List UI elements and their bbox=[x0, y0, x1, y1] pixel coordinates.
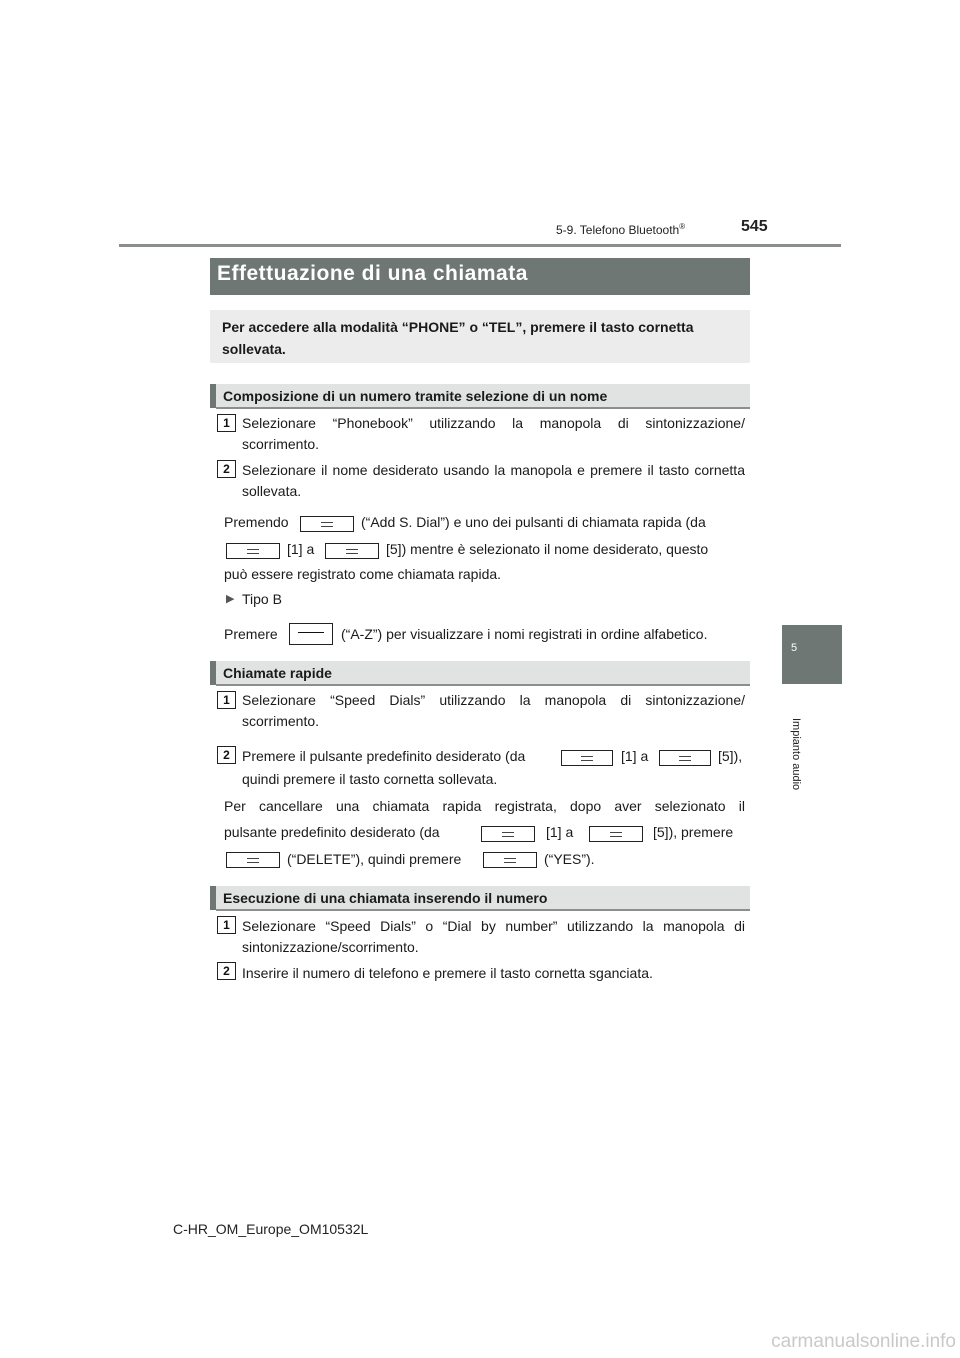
chapter-tab-number: 5 bbox=[790, 642, 798, 654]
yes-button-icon bbox=[483, 852, 537, 868]
chapter-label: Impianto audio bbox=[790, 718, 802, 791]
para-text: può essere registrato come chiamata rapida. bbox=[224, 566, 502, 582]
running-header-section: 5-9. Telefono Bluetooth® bbox=[556, 222, 686, 237]
step-number: 1 bbox=[217, 414, 236, 432]
add-speed-dial-button-icon bbox=[300, 516, 354, 532]
step-number: 2 bbox=[217, 962, 236, 980]
section-rule bbox=[216, 407, 750, 409]
speed-dial-1-button-icon bbox=[226, 543, 280, 559]
intro-text: Per accedere alla modalità “PHONE” o “TEL”, premere il tasto cornetta sollevata. bbox=[222, 319, 694, 357]
step-number: 1 bbox=[217, 691, 236, 709]
speed-dial-5-button-icon bbox=[589, 826, 643, 842]
document-code: C-HR_OM_Europe_OM10532L bbox=[173, 1221, 369, 1237]
speed-dial-5-button-icon bbox=[325, 543, 379, 559]
para-text: (“DELETE”), quindi premere bbox=[287, 851, 462, 867]
step-text: Premere il pulsante predefinito desiderato (da bbox=[242, 748, 526, 764]
a-z-button-icon bbox=[289, 623, 333, 645]
step-text: Selezionare “Speed Dials” o “Dial by number” utilizzando la manopola di sintonizzazione/scorrimento. bbox=[242, 918, 745, 955]
para-text: Premendo bbox=[224, 514, 289, 530]
step-text: Selezionare il nome desiderato usando la manopola e premere il tasto cornetta sollevata. bbox=[242, 462, 745, 499]
section-accent bbox=[210, 661, 216, 685]
para-text: [1] a bbox=[287, 541, 315, 557]
para-text: (“A-Z”) per visualizzare i nomi registrati in ordine alfabetico. bbox=[341, 626, 708, 642]
section-accent bbox=[210, 886, 216, 910]
bullet-text: Tipo B bbox=[242, 591, 282, 607]
page-title: Effettuazione di una chiamata bbox=[217, 262, 528, 285]
page-number: 545 bbox=[741, 218, 768, 235]
para-text: (“Add S. Dial”) e uno dei pulsanti di chiamata rapida (da bbox=[361, 514, 706, 530]
delete-button-icon bbox=[226, 852, 280, 868]
step-text: Selezionare “Phonebook” utilizzando la manopola di sintonizzazione/ scorrimento. bbox=[242, 415, 745, 452]
para-text: [1] a bbox=[546, 824, 574, 840]
section-title: Chiamate rapide bbox=[223, 665, 332, 681]
para-text: [5]), premere bbox=[653, 824, 734, 840]
para-text: (“YES”). bbox=[544, 851, 595, 867]
para-text: Per cancellare una chiamata rapida registrata, dopo aver selezionato il bbox=[224, 798, 745, 814]
step-number: 2 bbox=[217, 746, 236, 764]
step-number: 2 bbox=[217, 460, 236, 478]
watermark: carmanualsonline.info bbox=[771, 1331, 956, 1352]
para-text: [5]) mentre è selezionato il nome desiderato, questo bbox=[386, 541, 709, 557]
section-accent bbox=[210, 384, 216, 408]
speed-dial-1-button-icon bbox=[481, 826, 535, 842]
chapter-tab bbox=[782, 625, 842, 684]
para-text: Premere bbox=[224, 626, 278, 642]
step-text: quindi premere il tasto cornetta sollevata. bbox=[242, 771, 498, 787]
header-rule bbox=[119, 244, 841, 247]
step-text: [5]), bbox=[718, 748, 743, 764]
para-text: pulsante predefinito desiderato (da bbox=[224, 824, 440, 840]
step-text: [1] a bbox=[621, 748, 649, 764]
section-title: Composizione di un numero tramite selezione di un nome bbox=[223, 388, 608, 404]
section-title: Esecuzione di una chiamata inserendo il numero bbox=[223, 890, 548, 906]
step-text: Inserire il numero di telefono e premere il tasto cornetta sganciata. bbox=[242, 965, 653, 981]
speed-dial-1-button-icon bbox=[561, 750, 613, 766]
step-text: Selezionare “Speed Dials” utilizzando la manopola di sintonizzazione/ scorrimento. bbox=[242, 692, 745, 729]
step-number: 1 bbox=[217, 916, 236, 934]
speed-dial-5-button-icon bbox=[659, 750, 711, 766]
section-rule bbox=[216, 909, 750, 911]
triangle-bullet-icon: ▶ bbox=[226, 593, 235, 605]
section-rule bbox=[216, 684, 750, 686]
